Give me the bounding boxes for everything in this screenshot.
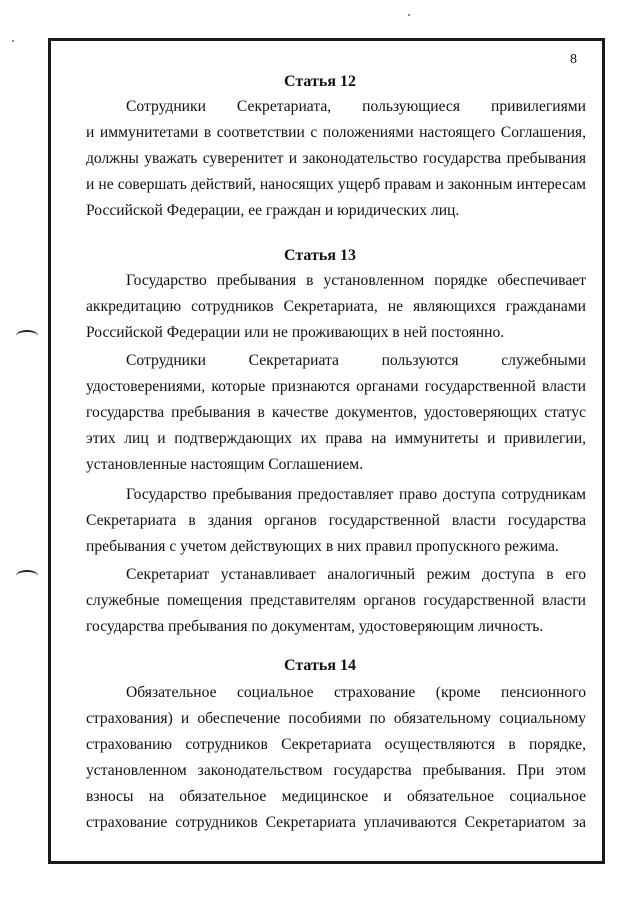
text-line: установленном законодательством государства пребывания. При этом	[86, 762, 586, 779]
text-line: страхование сотрудников Секретариата уплачиваются Секретариатом за	[86, 814, 586, 831]
article-13-paragraph-3	[86, 482, 586, 560]
text-line: взносы на обязательное медицинское и обязательное социальное	[86, 788, 586, 805]
article-13-paragraph-1	[86, 268, 586, 346]
text-line: и не совершать действий, наносящих ущерб правам и законным интересам	[86, 176, 586, 193]
article-14-heading: Статья 14	[284, 657, 356, 674]
text-line: государства пребывания в качестве документов, удостоверяющих статус	[86, 404, 586, 421]
text-line: Секретариат устанавливает аналогичный режим доступа в его	[126, 566, 586, 583]
text-line: установленные настоящим Соглашением.	[86, 456, 364, 473]
article-13-heading: Статья 13	[284, 247, 356, 264]
margin-punch-mark	[16, 330, 38, 342]
text-line: служебные помещения представителям органов государственной власти	[86, 592, 586, 609]
article-12-heading: Статья 12	[284, 73, 356, 90]
text-line: пребывания с учетом действующих в них правил пропускного режима.	[86, 538, 559, 555]
text-line: этих лиц и подтверждающих их права на иммунитеты и привилегии,	[86, 430, 586, 447]
text-line: и иммунитетами в соответствии с положениями настоящего Соглашения,	[86, 124, 586, 141]
text-line: Сотрудники Секретариата, пользующиеся привилегиями	[126, 98, 586, 115]
text-line: Государство пребывания в установленном порядке обеспечивает	[126, 272, 586, 289]
text-line: страхования) и обеспечение пособиями по обязательному социальному	[86, 710, 586, 727]
text-line: государства пребывания по документам, удостоверяющим личность.	[86, 618, 544, 635]
text-line: удостоверениями, которые признаются органами государственной власти	[86, 378, 586, 395]
text-line: должны уважать суверенитет и законодательство государства пребывания	[86, 150, 586, 167]
text-line: аккредитацию сотрудников Секретариата, не являющихся гражданами	[86, 298, 586, 315]
article-12-paragraph-1	[86, 94, 586, 224]
article-14-paragraph-1	[86, 680, 586, 836]
text-line: Секретариата в здания органов государственной власти государства	[86, 512, 586, 529]
text-line: страхованию сотрудников Секретариата осуществляются в порядке,	[86, 736, 586, 753]
page-number: 8	[570, 52, 577, 67]
text-line: Российской Федерации или не проживающих в ней постоянно.	[86, 324, 505, 341]
scan-speck	[12, 40, 14, 42]
text-line: Российской Федерации, ее граждан и юридических лиц.	[86, 202, 460, 219]
scan-speck	[408, 14, 410, 16]
margin-punch-mark	[16, 570, 38, 582]
text-line: Обязательное социальное страхование (кроме пенсионного	[126, 684, 586, 701]
article-13-paragraph-4	[86, 562, 586, 640]
text-line: Государство пребывания предоставляет право доступа сотрудникам	[126, 486, 586, 503]
text-line: Сотрудники Секретариата пользуются служебными	[126, 352, 586, 369]
article-13-paragraph-2	[86, 348, 586, 478]
